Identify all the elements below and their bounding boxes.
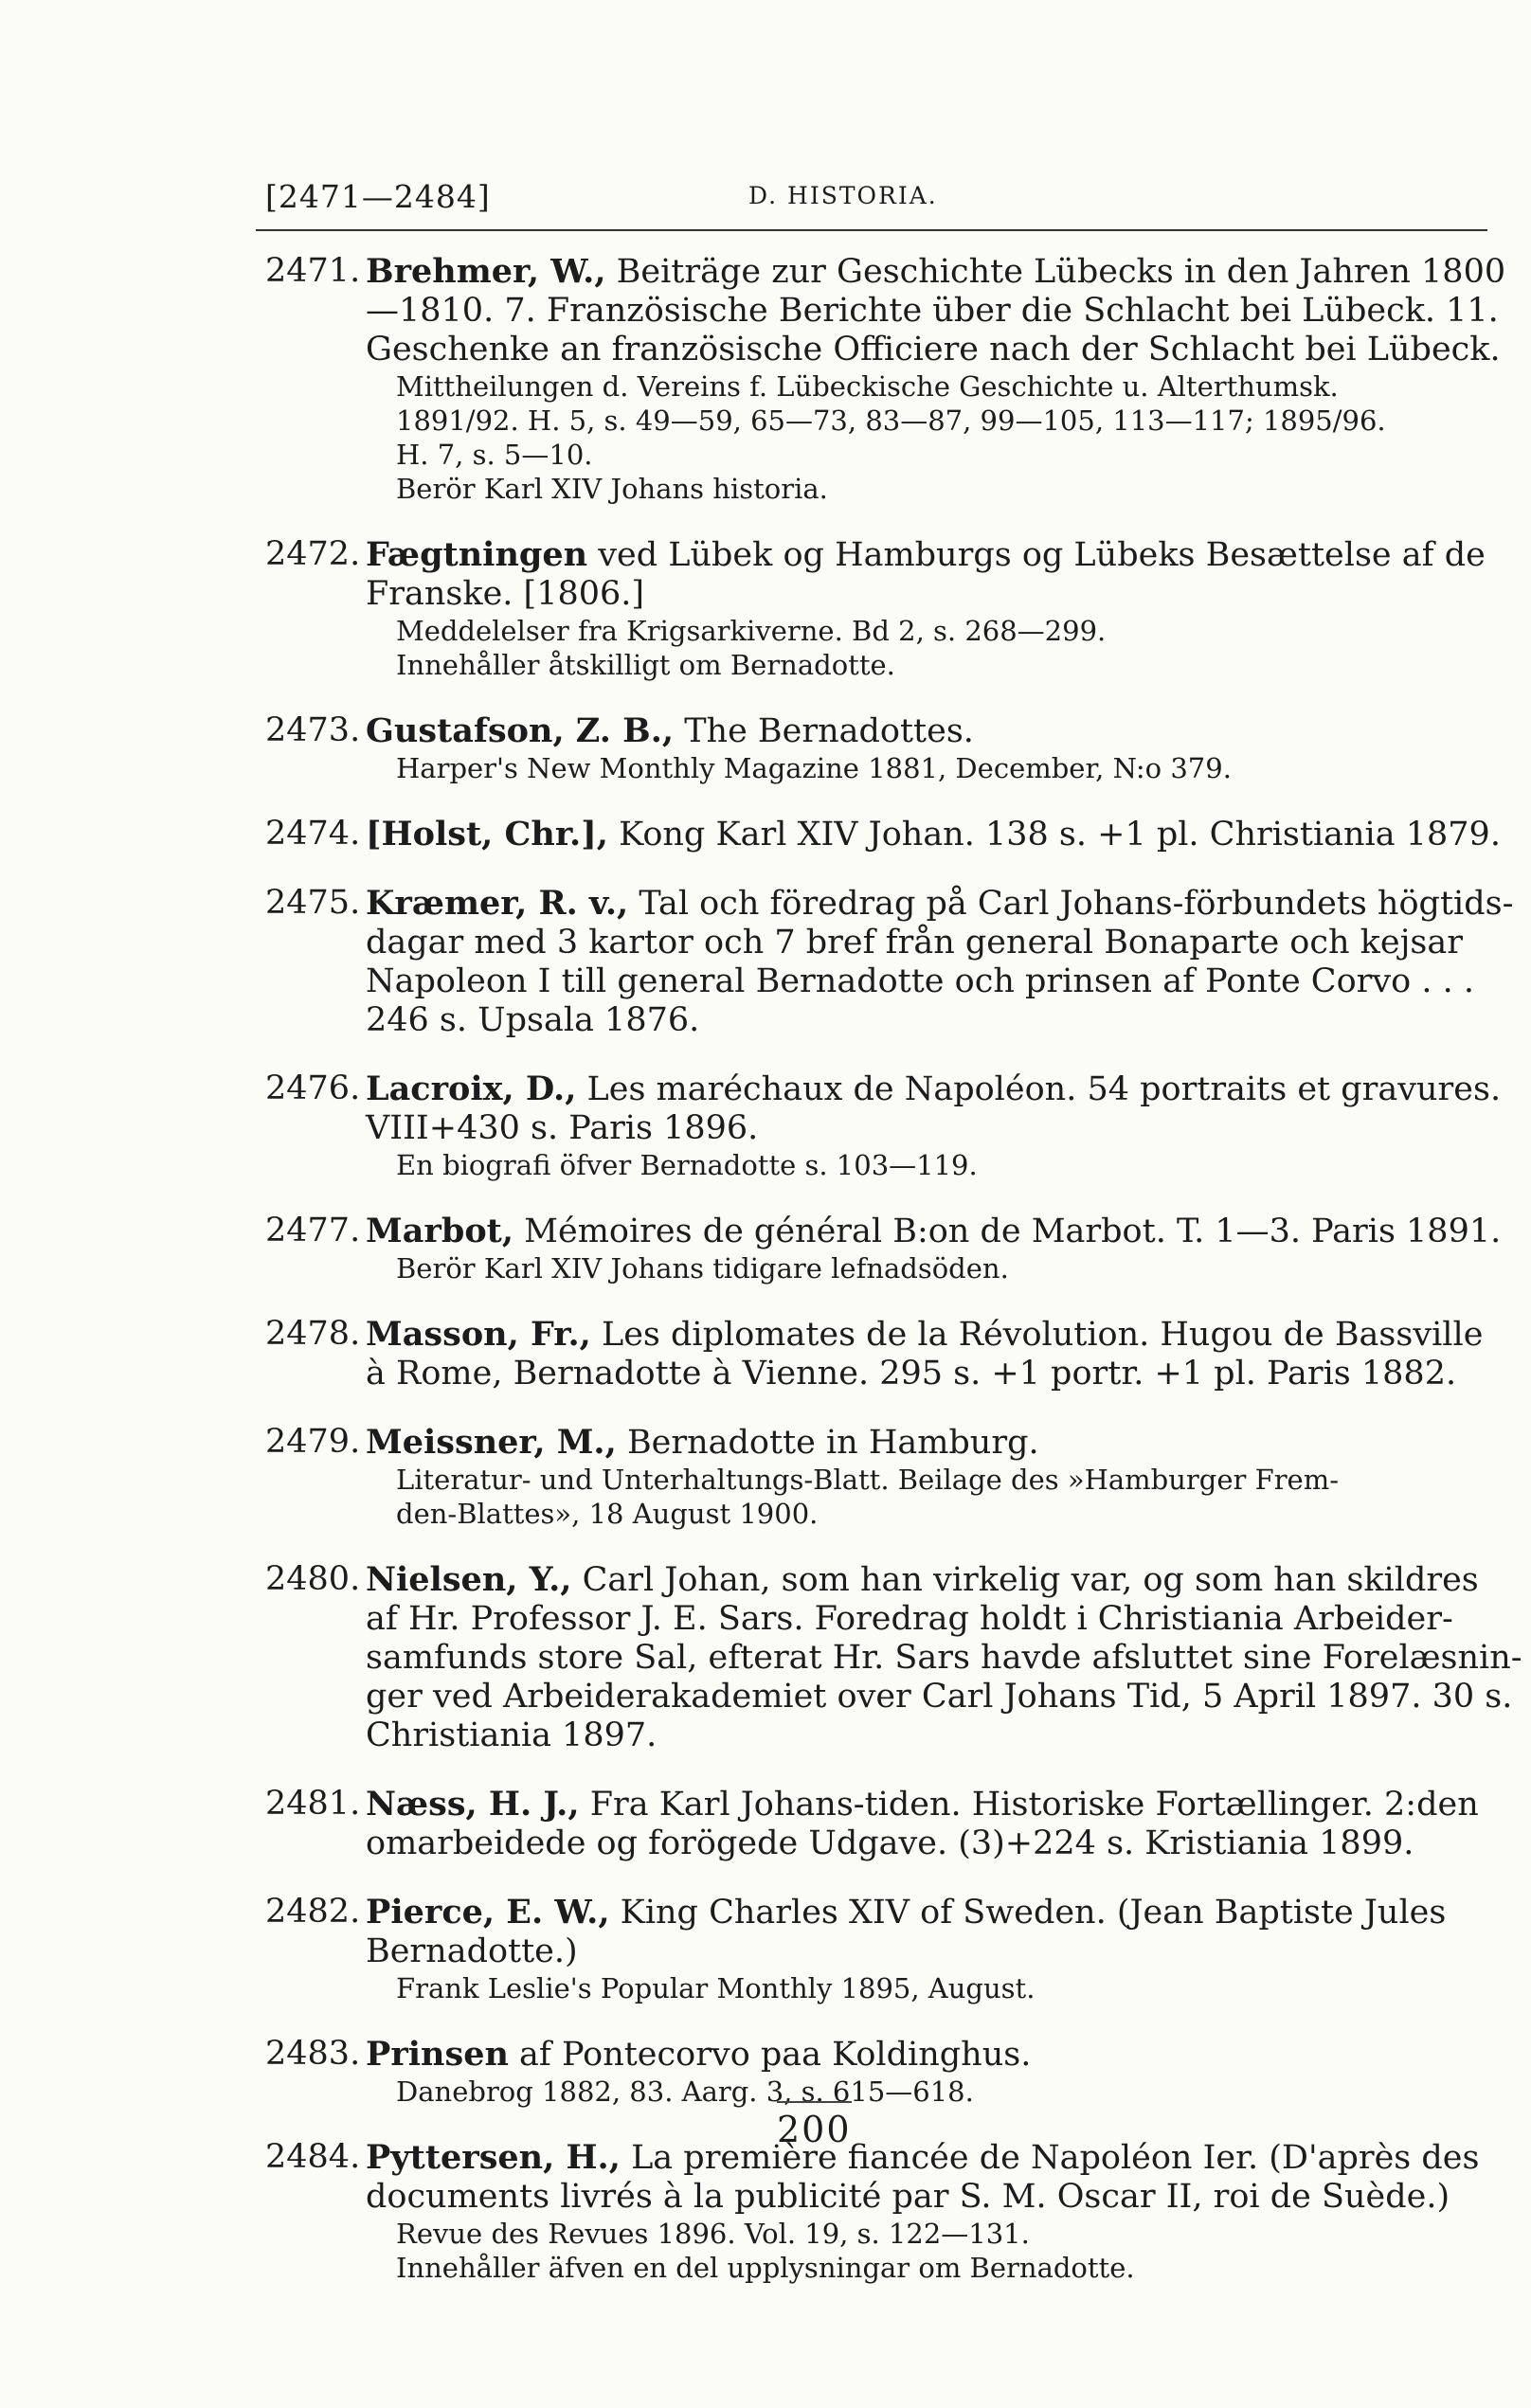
entry-note: Danebrog 1882, 83. Aarg. 3, s. 615—618. [396, 2076, 974, 2108]
entry-author: Marbot, [366, 1212, 514, 1250]
entry-number: 2480. [265, 1560, 361, 1598]
entry-text: —1810. 7. Französische Berichte über die Schlacht bei Lübeck. 11. [366, 292, 1499, 330]
entry-first-line [265, 1785, 1479, 1824]
entry-continuation-line [265, 924, 1463, 962]
entry-note: Meddelelser fra Krigsarkiverne. Bd 2, s. 268—299. [396, 615, 1107, 647]
entry-continuation-line [265, 2178, 1450, 2217]
entry-first-line [265, 1315, 1484, 1355]
entry-author: Prinsen [366, 2035, 509, 2074]
entry-number: 2474. [265, 815, 361, 853]
bibliography-entry [265, 1785, 1479, 1863]
entry-note: den-Blattes», 18 August 1900. [396, 1498, 819, 1530]
entry-continuation-line [265, 1600, 1453, 1639]
entry-note: Frank Leslie's Popular Monthly 1895, August. [396, 1972, 1036, 2004]
entry-first-line [265, 252, 1506, 292]
entry-text: ger ved Arbeiderakademiet over Carl Johans Tid, 5 April 1897. 30 s. [366, 1678, 1513, 1716]
entry-number: 2473. [265, 711, 361, 749]
entry-author: Meissner, M., [366, 1423, 617, 1462]
entry-author: Masson, Fr., [366, 1315, 591, 1354]
entry-text: Tal och föredrag på Carl Johans-förbundets högtids- [628, 885, 1514, 923]
entry-note: Berör Karl XIV Johans tidigare lefnadsöden. [396, 1252, 1009, 1285]
entry-text: La première fiancée de Napoléon Ier. (D'après des [620, 2139, 1480, 2177]
entry-note: H. 7, s. 5—10. [396, 439, 593, 471]
entry-author: Pierce, E. W., [366, 1893, 610, 1932]
bibliography-list [265, 252, 1522, 2314]
entry-continuation-line [265, 1001, 1374, 1040]
entry-number: 2482. [265, 1893, 361, 1931]
entry-text: King Charles XIV of Sweden. (Jean Baptiste Jules [609, 1894, 1447, 1932]
entry-continuation-line [265, 331, 1501, 369]
entry-text: Mémoires de général B:on de Marbot. T. 1—3. Paris 1891. [513, 1213, 1502, 1250]
entry-author: Nielsen, Y., [366, 1560, 572, 1599]
entry-number: 2472. [265, 535, 361, 573]
entry-text: omarbeidede og forögede Udgave. (3)+224 s. Kristiania 1899. [366, 1824, 1414, 1862]
entry-author: Lacroix, D., [366, 1069, 577, 1108]
entry-text: dagar med 3 kartor och 7 bref från general Bonaparte och kejsar [366, 924, 1463, 961]
bibliography-entry [265, 1069, 1502, 1182]
entry-author: Pyttersen, H., [366, 2138, 621, 2177]
entry-continuation-line [265, 1355, 1457, 1393]
entry-first-line [265, 1212, 1502, 1251]
bibliography-entry [265, 2138, 1480, 2285]
entry-continuation-line [265, 1639, 1522, 1678]
entry-text: af Hr. Professor J. E. Sars. Foredrag holdt i Christiania Arbeider- [366, 1600, 1453, 1638]
bibliography-entry [265, 1212, 1502, 1285]
bibliography-entry [265, 884, 1514, 1040]
entry-text: Christiania 1897. [366, 1716, 657, 1754]
entry-number: 2476. [265, 1069, 361, 1107]
bibliography-entry [265, 711, 1374, 785]
entry-number: 2478. [265, 1315, 361, 1353]
entry-number: 2481. [265, 1785, 361, 1823]
entry-first-line [265, 1893, 1447, 1932]
entry-text: Kong Karl XIV Johan. 138 s. +1 pl. Christiania 1879. [607, 816, 1501, 854]
bibliography-entry [265, 1560, 1522, 1755]
bibliography-entry [265, 1315, 1484, 1393]
entry-number: 2471. [265, 252, 361, 290]
entry-number: 2484. [265, 2138, 361, 2176]
bibliography-entry [265, 1423, 1374, 1531]
bibliography-entry [265, 2035, 1374, 2109]
entry-text: ved Lübek og Hamburgs og Lübeks Besættelse af de [587, 536, 1486, 574]
entry-author: Brehmer, W., [366, 252, 606, 291]
entry-text: Franske. [1806.] [366, 575, 645, 613]
entry-continuation-line [265, 1678, 1513, 1716]
entry-note: Harper's New Monthly Magazine 1881, December, N:o 379. [396, 752, 1232, 784]
entry-text: af Pontecorvo paa Koldinghus. [508, 2036, 1032, 2074]
entry-continuation-line [265, 1824, 1414, 1863]
entry-continuation-line [265, 1716, 1374, 1755]
entry-text: Bernadotte in Hamburg. [616, 1424, 1039, 1462]
entry-text: The Bernadottes. [674, 712, 974, 750]
bibliography-entry [265, 252, 1506, 506]
entry-text: Fra Karl Johans-tiden. Historiske Fortællinger. 2:den [579, 1786, 1479, 1824]
entry-text: Les diplomates de la Révolution. Hugou de Bassville [590, 1316, 1484, 1354]
entry-first-line [265, 711, 1374, 751]
entry-first-line [265, 815, 1501, 854]
entry-author: Gustafson, Z. B., [366, 711, 675, 750]
entry-range: [2471—2484] [265, 178, 491, 215]
entry-note: Innehåller äfven en del upplysningar om Bernadotte. [396, 2252, 1135, 2284]
entry-first-line [265, 2035, 1374, 2075]
entry-note: En biografi öfver Bernadotte s. 103—119. [396, 1149, 978, 1181]
entry-note: Literatur- und Unterhaltungs-Blatt. Beilage des »Hamburger Frem- [396, 1464, 1340, 1496]
entry-text: samfunds store Sal, efterat Hr. Sars havde afsluttet sine Forelæsnin- [366, 1639, 1522, 1677]
entry-continuation-line [265, 1109, 1374, 1148]
entry-continuation-line [265, 575, 1374, 614]
entry-first-line [265, 1560, 1479, 1600]
bibliography-entry [265, 535, 1486, 682]
entry-text: à Rome, Bernadotte à Vienne. 295 s. +1 portr. +1 pl. Paris 1882. [366, 1355, 1457, 1393]
entry-number: 2479. [265, 1423, 361, 1461]
entry-text: Napoleon I till general Bernadotte och prinsen af Ponte Corvo . . . [366, 962, 1474, 1000]
entry-number: 2477. [265, 1212, 361, 1249]
header-rule [256, 229, 1487, 231]
entry-number: 2483. [265, 2035, 361, 2073]
entry-text: documents livrés à la publicité par S. M. Oscar II, roi de Suède.) [366, 2178, 1450, 2216]
entry-text: 246 s. Upsala 1876. [366, 1001, 700, 1039]
bibliography-entry [265, 815, 1501, 854]
entry-continuation-line [265, 292, 1499, 331]
entry-first-line [265, 535, 1486, 575]
bibliography-entry [265, 1893, 1447, 2005]
entry-text: VIII+430 s. Paris 1896. [366, 1109, 759, 1147]
section-title: D. HISTORIA. [748, 182, 938, 209]
entry-text: Bernadotte.) [366, 1932, 578, 1970]
entry-first-line [265, 1069, 1502, 1109]
entry-note: Innehåller åtskilligt om Bernadotte. [396, 649, 895, 681]
entry-note: 1891/92. H. 5, s. 49—59, 65—73, 83—87, 99—105, 113—117; 1895/96. [396, 404, 1386, 437]
page-number: 200 [777, 2101, 852, 2150]
entry-author: Næss, H. J., [366, 1785, 580, 1824]
entry-text: Beiträge zur Geschichte Lübecks in den Jahren 1800 [605, 253, 1506, 291]
entry-text: Geschenke an französische Officiere nach der Schlacht bei Lübeck. [366, 331, 1501, 368]
entry-note: Revue des Revues 1896. Vol. 19, s. 122—131. [396, 2218, 1030, 2250]
entry-number: 2475. [265, 884, 361, 922]
entry-text: Les maréchaux de Napoléon. 54 portraits et gravures. [576, 1070, 1502, 1108]
entry-first-line [265, 1423, 1374, 1463]
entry-continuation-line [265, 962, 1474, 1001]
entry-note: Mittheilungen d. Vereins f. Lübeckische Geschichte u. Alterthumsk. [396, 370, 1339, 403]
entry-author: Kræmer, R. v., [366, 884, 629, 923]
entry-continuation-line [265, 1932, 1374, 1971]
entry-author: Fægtningen [366, 535, 588, 574]
entry-text: Carl Johan, som han virkelig var, og som han skildres [571, 1561, 1479, 1599]
entry-note: Berör Karl XIV Johans historia. [396, 473, 828, 505]
entry-first-line [265, 884, 1514, 924]
entry-author: [Holst, Chr.], [366, 815, 608, 854]
